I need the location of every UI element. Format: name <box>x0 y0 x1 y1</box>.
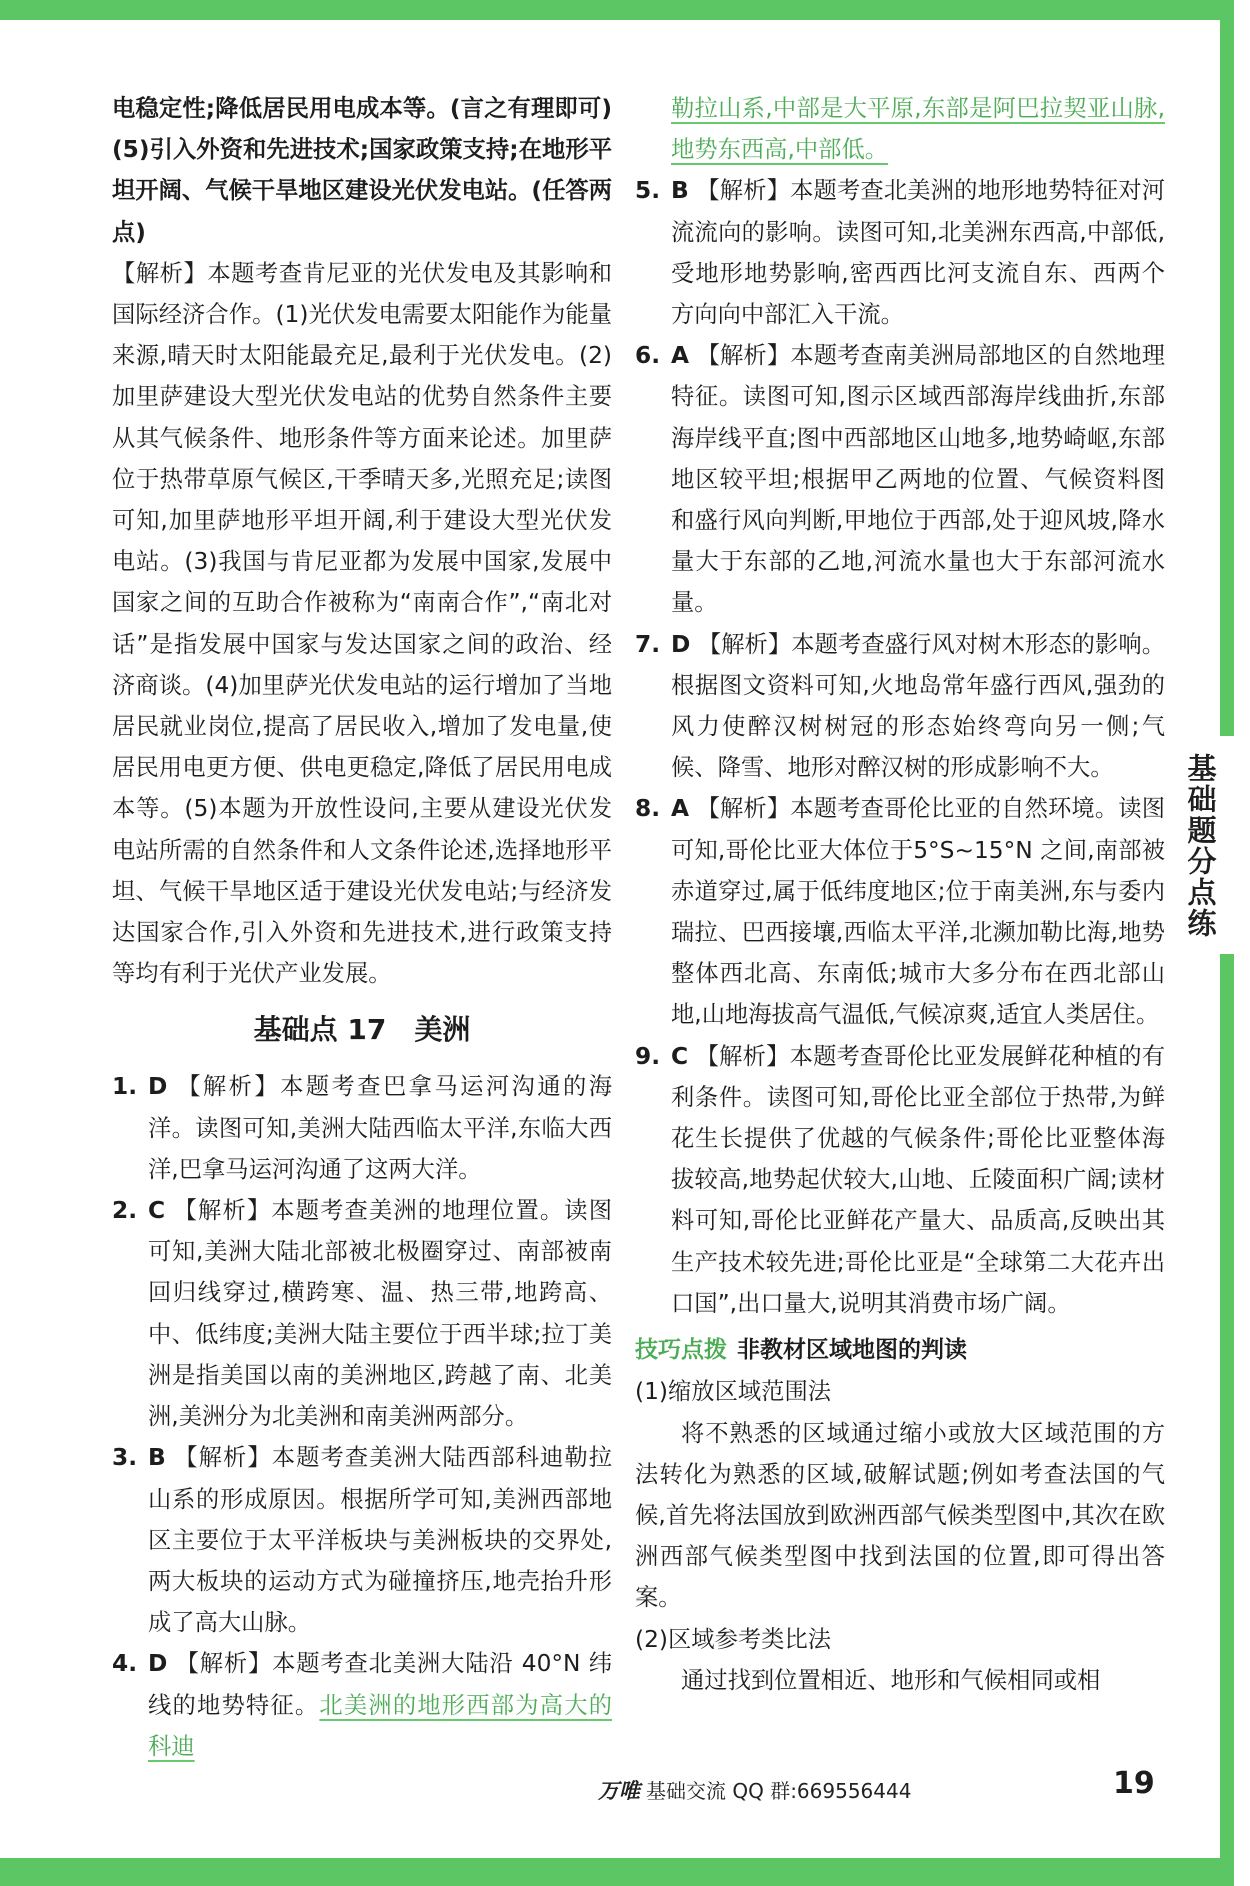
tip1-heading: (1)缩放区域范围法 <box>635 1378 832 1406</box>
tip2-heading: (2)区域参考类比法 <box>635 1625 832 1653</box>
left-column <box>112 88 636 1767</box>
answer-item-8 <box>635 788 1166 1035</box>
item-text: 【解析】本题考查美洲大陆西部科迪勒拉山系的形成原因。根据所学可知,美洲西部地区主要位于太平洋板块与美洲板块的交界处,两大板块的运动方式为碰撞挤压,地壳抬升形成了高大山脉。 <box>148 1444 613 1637</box>
right-border-gap <box>1220 736 1234 954</box>
item-text: 【解析】本题考查哥伦比亚发展鲜花种植的有利条件。读图可知,哥伦比亚全部位于热带,为鲜花生长提供了优越的气候条件;哥伦比亚整体海拔较高,地势起伏较大,山地、丘陵面积广阔;读材料可知,哥伦比亚鲜花产量大、品质高,反映出其生产技术较先进;哥伦比亚是“全球第二大花卉出口国”,出口量大,说明其消费市场广阔。 <box>671 1042 1166 1317</box>
tip2-text: 通过找到位置相近、地形和气候相同或相 <box>681 1666 1101 1694</box>
intro-answer: 电稳定性;降低居民用电成本等。(言之有理即可) (5)引入外资和先进技术;国家政策支持;在地形平坦开阔、气候干旱地区建设光伏发电站。(任答两点) <box>112 95 636 246</box>
answer-item-5 <box>635 170 1166 335</box>
item-answer: C <box>671 1042 689 1070</box>
top-border <box>0 0 1234 20</box>
item-number: 4. <box>112 1650 138 1678</box>
item-answer: A <box>671 795 690 823</box>
intro-analysis: 【解析】本题考查肯尼亚的光伏发电及其影响和国际经济合作。(1)光伏发电需要太阳能作为能量来源,晴天时太阳能最充足,最利于光伏发电。(2)加里萨建设大型光伏发电站的优势自然条件主要从其气候条件、地形条件等方面来论述。加里萨位于热带草原气候区,干季晴天多,光照充足;读图可知,加里萨地形平坦开阔,利于建设大型光伏发电站。(3)我国与肯尼亚都为发展中国家,发展中国家之间的互助合作被称为“南南合作”,“南北对话”是指发展中国家与发达国家之间的政治、经济商谈。(4)加里萨光伏发电站的运行增加了当地居民就业岗位,提高了居民收入,增加了发电量,使居民用电更方便、供电更稳定,降低了居民用电成本等。(5)本题为开放性设问,主要从建设光伏发电站所需的自然条件和人文条件论述,选择地形平坦、气候干旱地区适于建设光伏发电站;与经济发达国家合作,引入外资和先进技术,进行政策支持等均有利于光伏产业发展。 <box>112 259 612 988</box>
item-number: 8. <box>635 795 661 823</box>
answer-item-2 <box>112 1190 613 1437</box>
footer-qq: 基础交流 QQ 群:669556444 <box>646 1779 912 1803</box>
item-number: 7. <box>635 630 661 658</box>
side-tab-label: 基础题分点练 <box>1183 753 1218 939</box>
answer-item-9 <box>635 1036 1166 1324</box>
tip-label: 技巧点拨 <box>635 1337 727 1364</box>
section-title: 基础点 17 美洲 <box>253 1013 471 1047</box>
answer-item-6 <box>635 335 1166 623</box>
item-text: 【解析】本题考查巴拿马运河沟通的海洋。读图可知,美洲大陆西临太平洋,东临大西洋,巴拿马运河沟通了这两大洋。 <box>148 1073 613 1183</box>
answer-item-3 <box>112 1437 613 1643</box>
answer-list-left <box>112 1066 612 1766</box>
item-number: 2. <box>112 1197 138 1225</box>
item-text: 【解析】本题考查哥伦比亚的自然环境。读图可知,哥伦比亚大体位于5°S~15°N 之间,南部被赤道穿过,属于低纬度地区;位于南美洲,东与委内瑞拉、巴西接壤,西临太平洋,北濒加勒比海,地势整体西北高、东南低;城市大多分布在西北部山地,山地海拔高气温低,气候凉爽,适宜人类居住。 <box>671 795 1166 1029</box>
item-text: 【解析】本题考查南美洲局部地区的自然地理特征。读图可知,图示区域西部海岸线曲折,东部海岸线平直;图中西部地区山地多,地势崎岖,东部地区较平坦;根据甲乙两地的位置、气候资料图和盛行风向判断,甲地位于西部,处于迎风坡,降水量大于东部的乙地,河流水量也大于东部河流水量。 <box>671 342 1166 617</box>
highlighted-text-continued: 勒拉山系,中部是大平原,东部是阿巴拉契亚山脉,地势东西高,中部低。 <box>671 95 1165 164</box>
item-answer: D <box>148 1073 168 1101</box>
item-text: 【解析】本题考查北美洲的地形地势特征对河流流向的影响。读图可知,北美洲东西高,中部低,受地形地势影响,密西西比河支流自东、西两个方向向中部汇入干流。 <box>671 177 1166 329</box>
item-answer: D <box>671 630 691 658</box>
page-number: 19 <box>1113 1766 1155 1801</box>
item-text: 【解析】本题考查美洲的地理位置。读图可知,美洲大陆北部被北极圈穿过、南部被南回归线穿过,横跨寒、温、热三带,地跨高、中、低纬度;美洲大陆主要位于西半球;拉丁美洲是指美国以南的美洲地区,跨越了南、北美洲,美洲分为北美洲和南美洲两部分。 <box>148 1197 613 1431</box>
item-answer: D <box>148 1650 168 1678</box>
item-answer: B <box>148 1444 166 1472</box>
item-number: 3. <box>112 1444 138 1472</box>
item-number: 5. <box>635 177 661 205</box>
answer-item-7 <box>635 624 1166 789</box>
answer-list-right <box>635 88 1165 1324</box>
item-number: 1. <box>112 1073 138 1101</box>
item-answer: B <box>671 177 689 205</box>
item-number: 6. <box>635 342 661 370</box>
highlighted-text: 北美洲的地形西部为高大的科迪 <box>148 1691 613 1760</box>
item-number: 9. <box>635 1042 661 1070</box>
answer-item-4 <box>112 1643 613 1767</box>
tip-title: 非教材区域地图的判读 <box>737 1337 967 1364</box>
answer-item-1 <box>112 1066 613 1190</box>
tip1-text: 将不熟悉的区域通过缩小或放大区域范围的方法转化为熟悉的区域,破解试题;例如考查法国的气候,首先将法国放到欧洲西部气候类型图中,其次在欧洲西部气候类型图中找到法国的位置,即可得出答案。 <box>635 1419 1165 1612</box>
item-answer: C <box>148 1197 166 1225</box>
footer-logo: 万唯 <box>598 1779 640 1803</box>
item-text: 【解析】本题考查北美洲大陆沿 40°N 纬线的地势特征。 <box>148 1650 613 1719</box>
bottom-border <box>0 1858 1234 1886</box>
item-answer: A <box>671 342 690 370</box>
footer <box>598 1775 911 1805</box>
right-column <box>635 88 1165 1701</box>
item-text: 【解析】本题考查盛行风对树木形态的影响。根据图文资料可知,火地岛常年盛行西风,强劲的风力使醉汉树树冠的形态始终弯向另一侧;气候、降雪、地形对醉汉树的形成影响不大。 <box>671 630 1166 782</box>
tip-heading <box>635 1330 1165 1371</box>
